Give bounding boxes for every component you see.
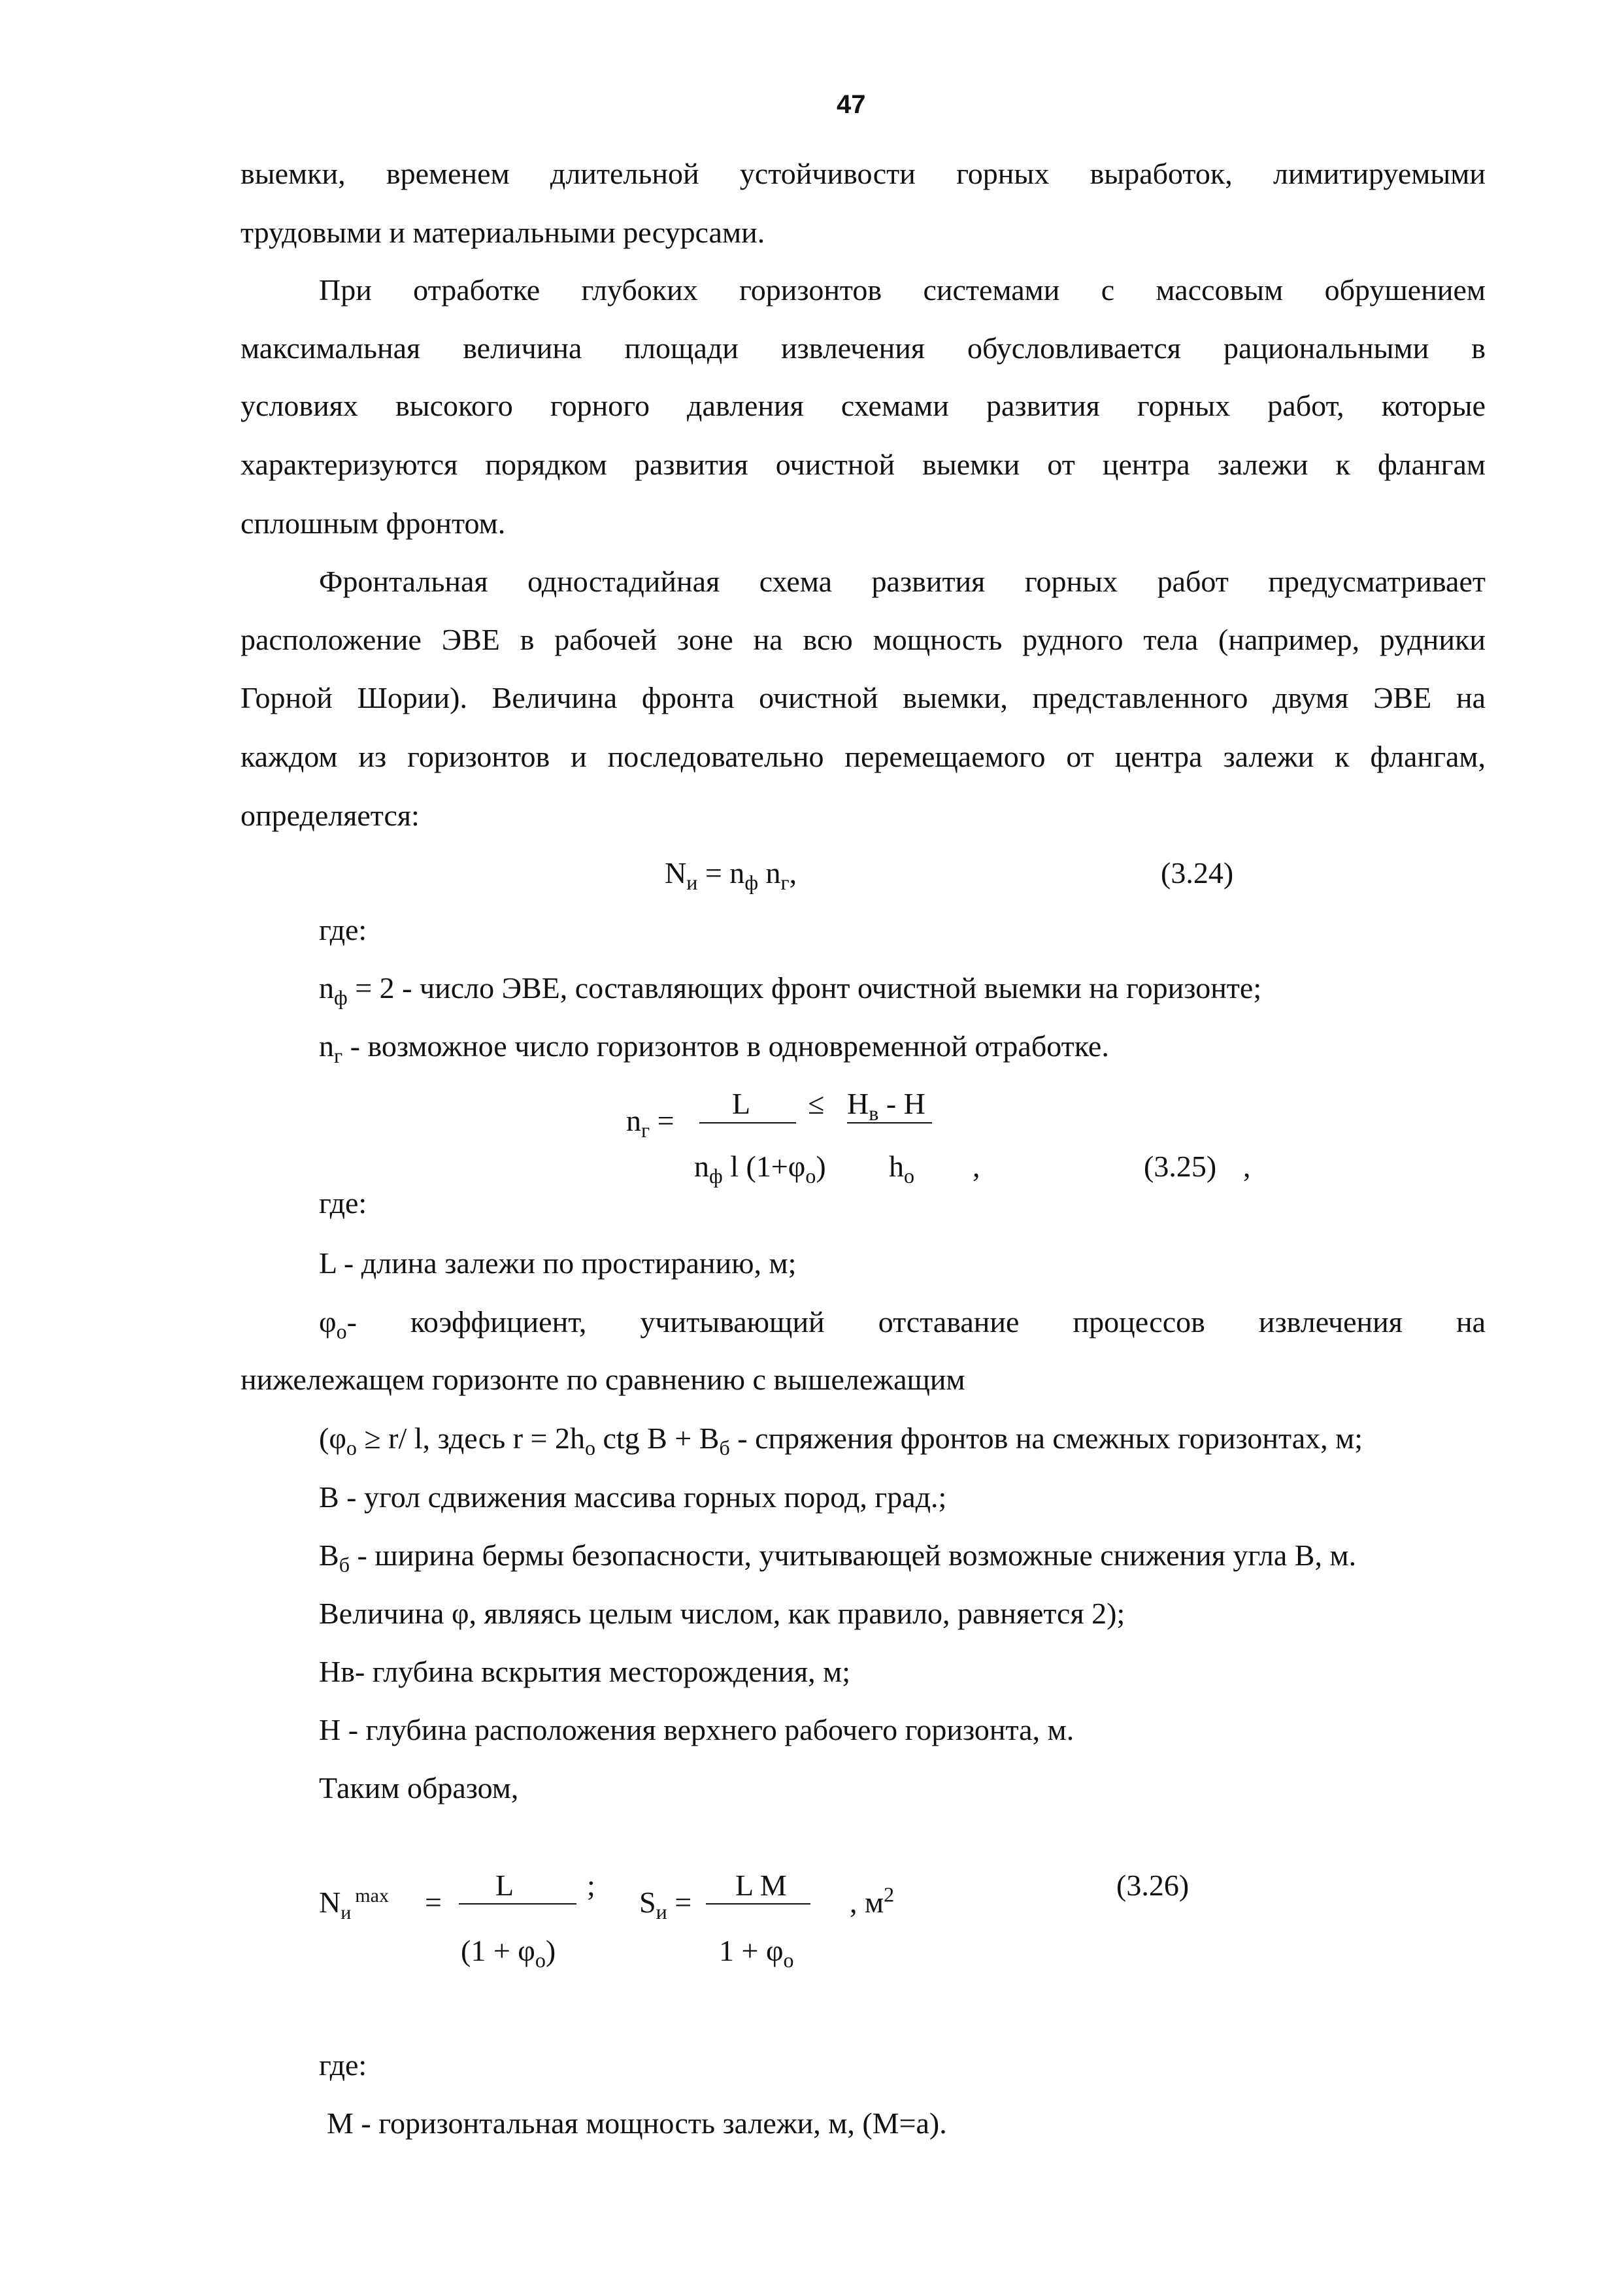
eq326-denominator-1: $(1 + \varphi_о)$ <box>461 1934 556 1972</box>
eq326-lhs-1: $N_и^{max}$ <box>319 1884 389 1924</box>
definition-L: L - длина залежи по простиранию, м; <box>319 1246 797 1280</box>
where-label-1: где: <box>319 913 367 946</box>
eq325-denominator-2: $h_о$ <box>889 1150 914 1188</box>
eq325-le-sign: ≤ <box>808 1087 825 1120</box>
eq326-numerator-2: L M <box>735 1869 787 1902</box>
text-line-12: определяется: <box>241 799 420 832</box>
text-line-2: трудовыми и материальными ресурсами. <box>241 216 765 249</box>
definition-phi-value: Величина φ, являясь целым числом, как правило, равняется 2); <box>319 1597 1125 1630</box>
text-line-5: условиях высокого горного давления схемами развития горных работ, которые <box>241 389 1486 422</box>
definition-H: H - глубина расположения верхнего рабочего горизонта, м. <box>319 1713 1074 1746</box>
definition-nf: $n_ф = 2$ - число ЭВЕ, составляющих фронт очистной выемки на горизонте; <box>319 971 1262 1010</box>
text-line-3: При отработке глубоких горизонтов системами с массовым обрушением <box>319 273 1486 307</box>
text-line-8: Фронтальная одностадийная схема развития горных работ предусматривает <box>319 565 1486 598</box>
eq326-fraction-bar-2 <box>706 1903 810 1905</box>
equation-number-3-24: (3.24) <box>1161 856 1234 890</box>
definition-phi-condition: ($\varphi_о \ge r/$ l, здесь $r = 2h_о$ ctg $B + B_б$ - спряжения фронтов на смежных горизонтах, м; <box>319 1422 1363 1460</box>
where-label-3: где: <box>319 2048 367 2082</box>
eq325-denominator-1: $n_ф$ l $(1+\varphi_о)$ <box>694 1150 826 1188</box>
eq326-denominator-2: $1 + \varphi_о$ <box>719 1934 794 1972</box>
eq326-equals-1: = <box>425 1886 442 1919</box>
text-line-1: выемки, временем длительной устойчивости горных выработок, лимитируемыми <box>241 157 1486 190</box>
eq325-fraction-bar-1 <box>699 1122 796 1123</box>
equation-number-3-26: (3.26) <box>1116 1869 1190 1902</box>
thus-text: Таким образом, <box>319 1771 519 1805</box>
equation-number-3-25: (3.25) <box>1144 1150 1217 1183</box>
text-line-6: характеризуются порядком развития очистной выемки от центра залежи к флангам <box>241 448 1486 481</box>
eq325-comma: , <box>973 1150 980 1183</box>
where-label-2: где: <box>319 1186 367 1220</box>
eq325-lhs: $n_г$ = <box>626 1104 674 1142</box>
eq326-numerator-1: L <box>495 1869 514 1902</box>
eq325-numerator-1: L <box>732 1087 751 1120</box>
eq326-fraction-bar-1 <box>459 1903 576 1905</box>
eq326-lhs-2: $S_и$ = <box>639 1886 692 1924</box>
eq325-numerator-2: $H_в$ - H <box>847 1087 925 1125</box>
definition-Hv: Нв- глубина вскрытия месторождения, м; <box>319 1655 851 1688</box>
eq326-unit: , $м^2$ <box>850 1882 895 1919</box>
definition-phi-continued: нижележащем горизонте по сравнению с вышележащим <box>241 1363 965 1396</box>
page-number: 47 <box>837 90 866 119</box>
text-line-11: каждом из горизонтов и последовательно перемещаемого от центра залежи к флангам, <box>241 740 1486 773</box>
text-line-10: Горной Шории). Величина фронта очистной выемки, представленного двумя ЭВЕ на <box>241 681 1486 714</box>
eq326-semicolon: ; <box>587 1869 595 1902</box>
definition-Bb: $B_б$ - ширина бермы безопасности, учитывающей возможные снижения угла B, м. <box>319 1539 1357 1577</box>
definition-M: M - горизонтальная мощность залежи, м, (M=a). <box>327 2106 947 2140</box>
text-line-7: сплошным фронтом. <box>241 507 506 540</box>
definition-ng: $n_г$ - возможное число горизонтов в одновременной отработке. <box>319 1029 1109 1068</box>
eq325-trailing-comma: , <box>1243 1150 1251 1183</box>
eq325-fraction-bar-2 <box>847 1122 932 1123</box>
text-line-9: расположение ЭВЕ в рабочей зоне на всю мощность рудного тела (например, рудники <box>241 623 1486 656</box>
definition-phi: $\varphi_о-$ коэффициент, учитывающий отставание процессов извлечения на <box>319 1305 1486 1344</box>
definition-B: B - угол сдвижения массива горных пород, град.; <box>319 1480 947 1514</box>
text-line-4: максимальная величина площади извлечения обусловливается рациональными в <box>241 331 1486 365</box>
equation-3-24: $N_и = n_ф$ $n_г$, <box>665 856 797 895</box>
